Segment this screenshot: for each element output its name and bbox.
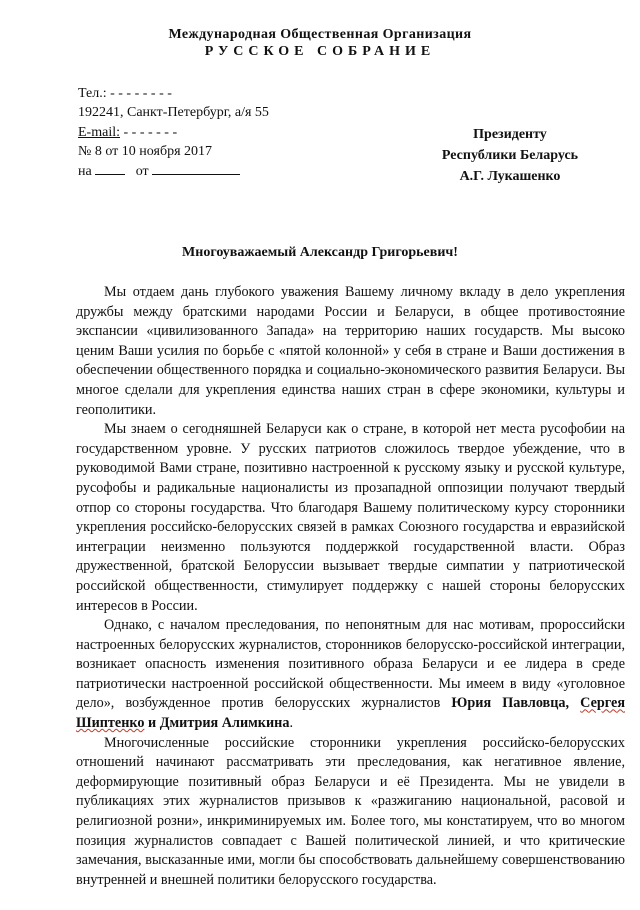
email-line [78, 123, 269, 142]
phone-line: Тел.: - - - - - - - - [78, 86, 172, 101]
letterhead [0, 27, 640, 61]
salutation: Многоуважаемый Александр Григорьевич! [182, 245, 458, 260]
paragraph-1: Мы отдаем дань глубокого уважения Вашему личному вкладу в дело укрепления дружбы между братскими народами России и Беларуси, в общее противостояние экспансии «цивилизованного Запада» на территорию наших государств. Мы высоко ценим Ваши усилия по борьбе с «пятой колонной» у себя в стране и Ваши достижения в обеспечении общественного порядка и социально-экономического развития Беларуси. Вы многое сделали для укрепления единства наших стран в сфере экономики, культуры и геополитики. [76, 284, 625, 418]
paragraph-3-end: . [289, 715, 293, 732]
na-label: на [78, 163, 92, 179]
paragraph-3-text: Однако, с началом преследования, по непонятным для нас мотивам, пророссийски настроенных белорусских журналистов, сторонников белорусско-российской интеграции, возникает опасность изменения позитивного образа Беларуси и ее лидера в среде патриотически настроенной российской общественности. Мы имеем в виду «уголовное дело», возбужденное против белорусских журналистов [76, 617, 625, 712]
journalist-name-1: Юрия Павловца [451, 695, 566, 712]
address-line: 192241, Санкт-Петербург, а/я 55 [78, 105, 269, 121]
addressee-title: Президенту [473, 127, 547, 142]
addressee-country: Республики Беларусь [441, 148, 579, 163]
letter-body [76, 283, 625, 890]
blank-number-field [95, 162, 125, 175]
contact-block [78, 84, 269, 181]
email-value: - - - - - - - [120, 124, 178, 140]
organization-name: Международная Общественная Организация [168, 27, 472, 42]
name-separator: , [565, 695, 581, 712]
addressee-block [430, 124, 590, 187]
paragraph-4: Многочисленные российские сторонники укрепления российско-белорусских отношений начинают рассматривать эти преследования, как негативное явление, деформирующие позитивный образ Беларуси и её Президента. Мы не увидели в публикациях этих журналистов призывов к «разжиганию национальной, расовой и религиозной розни», инкриминируемых им. Более того, мы констатируем, что во многом позиция журналистов совпадает с Вашей политической линией, и что критические замечания, высказанные ими, могли бы способствовать дальнейшему совершенствованию внутренней и внешней политики белорусского государства. [76, 734, 625, 888]
organization-subtitle: РУССКОЕ СОБРАНИЕ [204, 44, 436, 59]
email-label: E-mail: [78, 124, 120, 140]
addressee-name: А.Г. Лукашенко [459, 169, 561, 184]
name-conjunction: и [144, 715, 160, 732]
journalist-name-3: Дмитрия Алимкина [159, 715, 290, 732]
reply-reference-line [78, 162, 269, 181]
ot-label: от [135, 163, 149, 179]
journalist-name-2: Сергея Шиптенко [76, 695, 626, 732]
paragraph-3 [76, 616, 625, 734]
letter-number-line: № 8 от 10 ноября 2017 [78, 144, 213, 160]
blank-date-field [152, 162, 240, 175]
paragraph-2: Мы знаем о сегодняшней Беларуси как о стране, в которой нет места русофобии на государственном уровне. У русских патриотов сложилось твердое убеждение, что в руководимой Вами стране, позитивно настроенной к русскому языку и русской культуре, русофобы и радикальные националисты из прозападной оппозиции получают твердый отпор со стороны государства. Что благодаря Вашему политическому курсу сторонники укрепления российско-белорусских связей в рамках Союзного государства и евразийской интеграции неизменно пользуются поддержкой государственной власти. Образ дружественной, братской Белоруссии вызывает твердые симпатии у патриотической российской общественности, стимулирует поддержку с нашей стороны белорусских интересов в России. [76, 421, 625, 614]
